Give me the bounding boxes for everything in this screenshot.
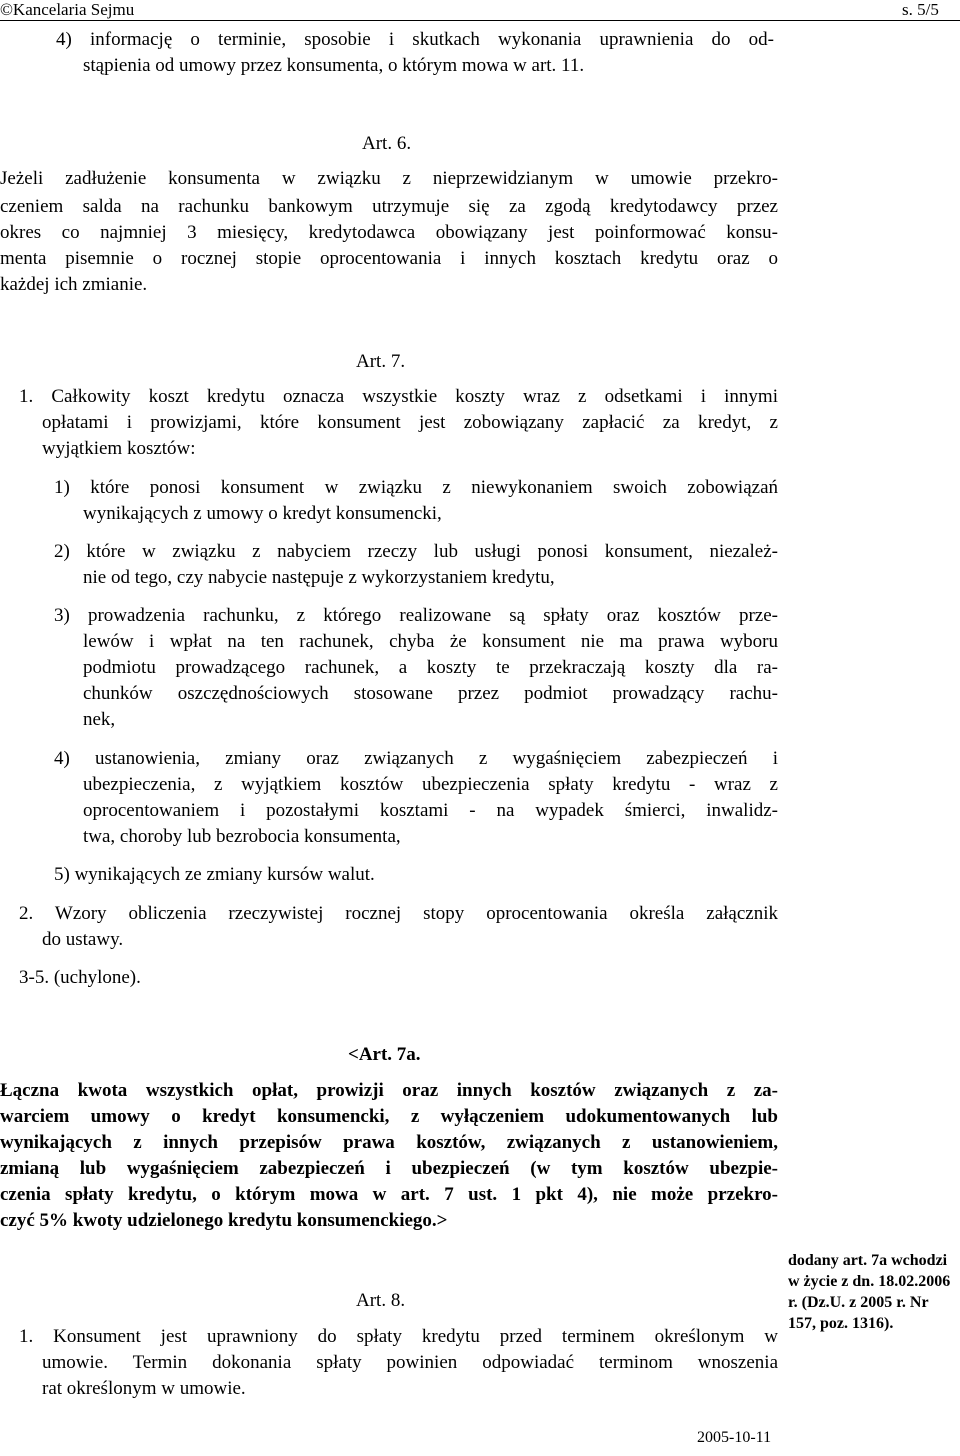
text-line: wynikających z innych przepisów prawa kosztów, związanych z ustanowieniem, bbox=[0, 1132, 778, 1153]
list-item: 4) ustanowienia, zmiany oraz związanych z wygaśnięciem zabezpieczeń i bbox=[54, 748, 778, 769]
text-line: czyć 5% kwoty udzielonego kredytu konsumenckiego.> bbox=[0, 1210, 448, 1231]
text-line: każdej ich zmianie. bbox=[0, 274, 148, 295]
article-heading: <Art. 7a. bbox=[348, 1044, 421, 1065]
list-item: 3) prowadzenia rachunku, z którego realizowane są spłaty oraz kosztów prze- bbox=[54, 605, 778, 626]
text-line: czenia spłaty kredytu, o którym mowa w art. 7 ust. 1 pkt 4), nie może przekro- bbox=[0, 1184, 778, 1205]
margin-note: dodany art. 7a wchodzi w życie z dn. 18.02.2006 r. (Dz.U. z 2005 r. Nr 157, poz. 1316). bbox=[788, 1252, 951, 1332]
text-line: 3-5. (uchylone). bbox=[19, 967, 141, 988]
text-line: ubezpieczenia, z wyjątkiem kosztów ubezpieczenia spłaty kredytu - wraz z bbox=[83, 774, 778, 795]
text-line: zmianą lub wygaśnięciem zabezpieczeń i ubezpieczeń (w tym kosztów ubezpie- bbox=[0, 1158, 778, 1179]
text-line: 2. Wzory obliczenia rzeczywistej rocznej stopy oprocentowania określa załącznik bbox=[19, 903, 778, 924]
text-line: rat określonym w umowie. bbox=[42, 1378, 246, 1399]
footer-date: 2005-10-11 bbox=[697, 1429, 772, 1446]
header-page-number: s. 5/5 bbox=[902, 0, 939, 19]
text-line: podmiotu prowadzącego rachunek, a koszty te przekraczają koszty dla ra- bbox=[83, 657, 778, 678]
article-heading: Art. 7. bbox=[356, 351, 406, 372]
text-line: menta pisemnie o rocznej stopie oprocentowania i innych kosztach kredytu oraz o bbox=[0, 248, 778, 269]
text-line: wynikających z umowy o kredyt konsumencki, bbox=[83, 503, 442, 524]
text-line: do ustawy. bbox=[42, 929, 124, 950]
text-line: twa, choroby lub bezrobocia konsumenta, bbox=[83, 826, 401, 847]
text-line: 1. Konsument jest uprawniony do spłaty kredytu przed terminem określonym w bbox=[19, 1326, 778, 1347]
article-heading: Art. 6. bbox=[362, 133, 412, 154]
text-line: opłatami i prowizjami, które konsument jest zobowiązany zapłacić za kredyt, z bbox=[42, 412, 778, 433]
text-line: nie od tego, czy nabycie następuje z wykorzystaniem kredytu, bbox=[83, 567, 555, 588]
list-item: 1) które ponosi konsument w związku z niewykonaniem swoich zobowiązań bbox=[54, 477, 778, 498]
text-line: oprocentowaniem i pozostałymi kosztami - na wypadek śmierci, inwalidz- bbox=[83, 800, 778, 821]
text-line: czeniem salda na rachunku bankowym utrzymuje się za zgodą kredytodawcy przez bbox=[0, 196, 778, 217]
text-line: umowie. Termin dokonania spłaty powinien odpowiadać terminom wnoszenia bbox=[42, 1352, 778, 1373]
list-item: 5) wynikających ze zmiany kursów walut. bbox=[54, 864, 375, 885]
text-line: 4) informację o terminie, sposobie i skutkach wykonania uprawnienia do od- bbox=[56, 29, 774, 50]
text-line: okres co najmniej 3 miesięcy, kredytodawca obowiązany jest poinformować konsu- bbox=[0, 222, 778, 243]
text-line: chunków oszczędnościowych stosowane przez podmiot prowadzący rachu- bbox=[83, 683, 778, 704]
text-line: wyjątkiem kosztów: bbox=[42, 438, 196, 459]
text-line: nek, bbox=[83, 709, 116, 730]
text-line: Łączna kwota wszystkich opłat, prowizji oraz innych kosztów związanych z za- bbox=[0, 1080, 778, 1101]
text-line: lewów i wpłat na ten rachunek, chyba że konsument nie ma prawa wyboru bbox=[83, 631, 778, 652]
article-heading: Art. 8. bbox=[356, 1290, 406, 1311]
list-item: 2) które w związku z nabyciem rzeczy lub usługi ponosi konsument, niezależ- bbox=[54, 541, 778, 562]
header-publisher: ©Kancelaria Sejmu bbox=[0, 0, 135, 19]
text-line: Jeżeli zadłużenie konsumenta w związku z nieprzewidzianym w umowie przekro- bbox=[0, 168, 778, 189]
text-line: 1. Całkowity koszt kredytu oznacza wszystkie koszty wraz z odsetkami i innymi bbox=[19, 386, 778, 407]
text-line: stąpienia od umowy przez konsumenta, o którym mowa w art. 11. bbox=[83, 55, 585, 76]
header-divider bbox=[0, 20, 960, 21]
text-line: warciem umowy o kredyt konsumencki, z wyłączeniem udokumentowanych lub bbox=[0, 1106, 778, 1127]
